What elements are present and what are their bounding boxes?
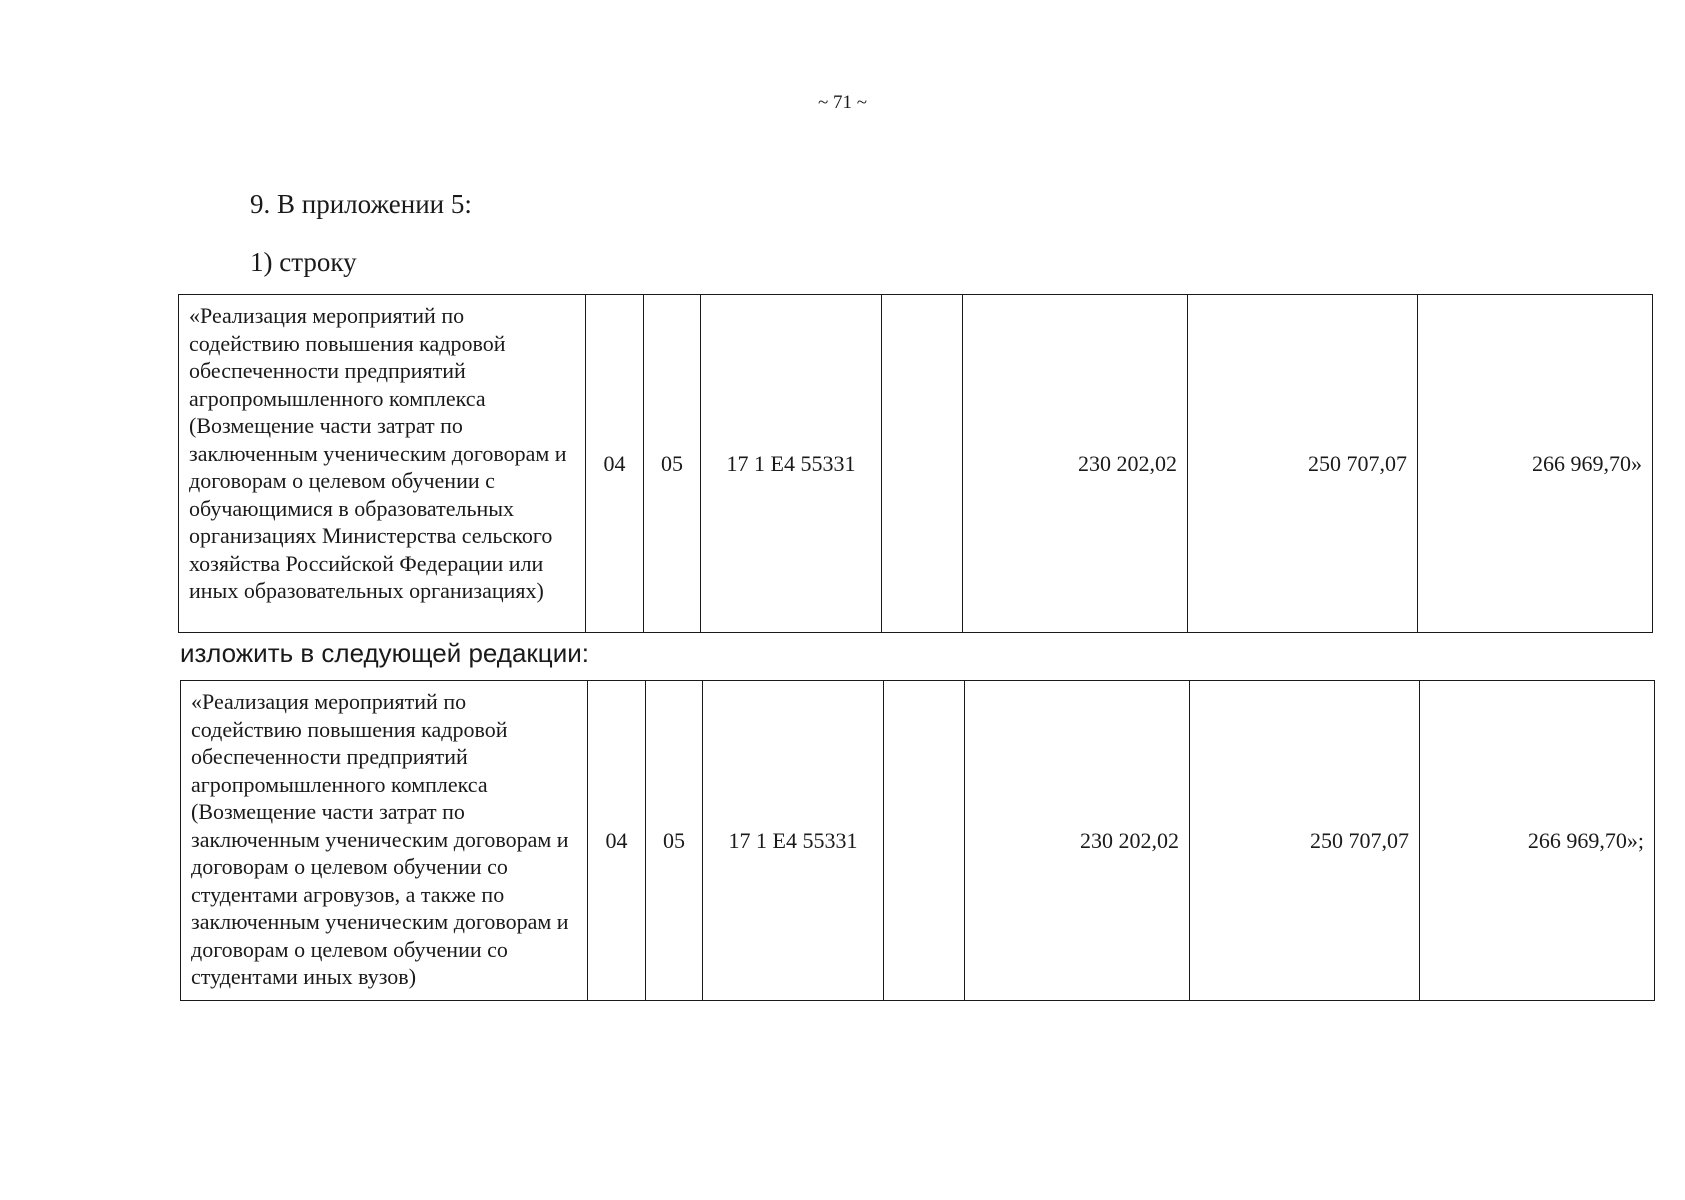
row-name-cell: «Реализация мероприятий по содействию повышения кадровой обеспеченности предприятий агропромышленного комплекса (Возмещение части затрат по заключенным ученическим договорам и договорам о целевом обучении со студентами агровузов, а также по заключенным ученическим договорам и договорам о целевом обучении со студентами иных вузов): [181, 681, 588, 1001]
connector-text: изложить в следующей редакции:: [180, 638, 589, 668]
expense-type-cell: [884, 681, 965, 1001]
old-row-table: [178, 294, 1653, 633]
row-name-cell: «Реализация мероприятий по содействию повышения кадровой обеспеченности предприятий агропромышленного комплекса (Возмещение части затрат по заключенным ученическим договорам и договорам о целевом обучении с обучающимися в образовательных организациях Министерства сельского хозяйства Российской Федерации или иных образовательных организациях): [179, 295, 586, 633]
amount-year1-cell: 230 202,02: [965, 681, 1190, 1001]
page-number: ~ 71 ~: [817, 92, 868, 113]
expense-type-cell: [882, 295, 963, 633]
new-row-table: [180, 680, 1655, 1001]
item-heading: 1) строку: [250, 247, 357, 277]
section-code-cell: 04: [588, 681, 646, 1001]
subsection-code-cell: 05: [644, 295, 701, 633]
amount-year3-cell: 266 969,70»;: [1420, 681, 1655, 1001]
subsection-code-cell: 05: [646, 681, 703, 1001]
section-code-cell: 04: [586, 295, 644, 633]
amount-year3-cell: 266 969,70»: [1418, 295, 1653, 633]
target-article-cell: 17 1 E4 55331: [701, 295, 882, 633]
table-row: [179, 295, 1653, 633]
amount-year1-cell: 230 202,02: [963, 295, 1188, 633]
amount-year2-cell: 250 707,07: [1188, 295, 1418, 633]
table-row: [181, 681, 1655, 1001]
amount-year2-cell: 250 707,07: [1190, 681, 1420, 1001]
target-article-cell: 17 1 E4 55331: [703, 681, 884, 1001]
section-heading: 9. В приложении 5:: [250, 189, 472, 219]
